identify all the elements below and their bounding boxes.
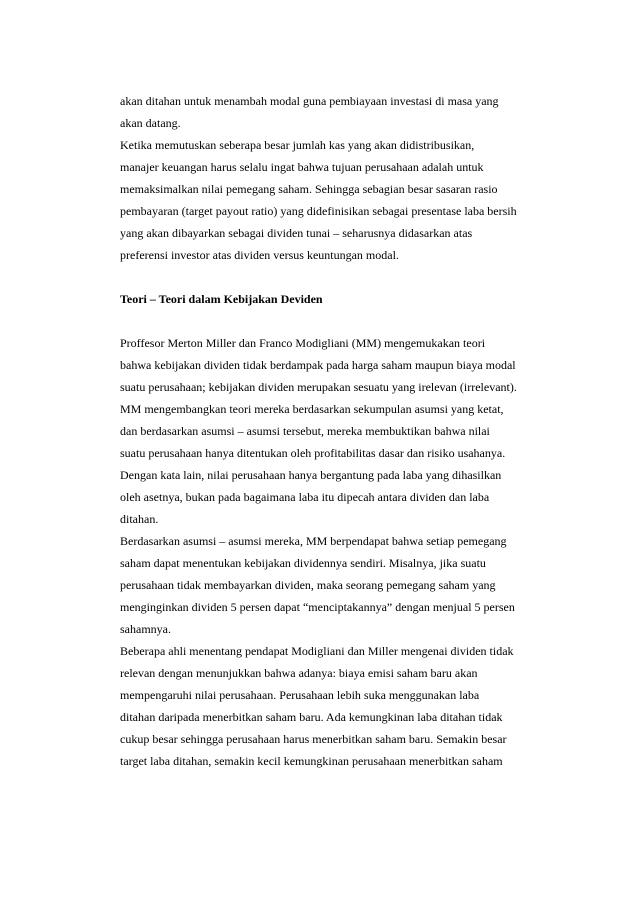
paragraph-line: manajer keuangan harus selalu ingat bahwa tujuan perusahaan adalah untuk xyxy=(120,160,484,174)
paragraph-line: yang akan dibayarkan sebagai dividen tunai – seharusnya didasarkan atas xyxy=(120,226,473,240)
paragraph-line: pembayaran (target payout ratio) yang didefinisikan sebagai presentase laba bersih xyxy=(120,204,517,218)
paragraph-line: perusahaan tidak membayarkan dividen, maka seorang pemegang saham yang xyxy=(120,578,496,592)
paragraph-line: sahamnya. xyxy=(120,622,171,636)
section-heading: Teori – Teori dalam Kebijakan Deviden xyxy=(120,292,323,306)
paragraph-line: memaksimalkan nilai pemegang saham. Sehingga sebagian besar sasaran rasio xyxy=(120,182,498,196)
paragraph-line: MM mengembangkan teori mereka berdasarkan sekumpulan asumsi yang ketat, xyxy=(120,402,504,416)
paragraph-line: mempengaruhi nilai perusahaan. Perusahaan lebih suka menggunakan laba xyxy=(120,688,480,702)
paragraph-line: relevan dengan menunjukkan bahwa adanya: biaya emisi saham baru akan xyxy=(120,666,478,680)
paragraph-line: ditahan daripada menerbitkan saham baru. Ada kemungkinan laba ditahan tidak xyxy=(120,710,503,724)
paragraph-line: Beberapa ahli menentang pendapat Modigliani dan Miller mengenai dividen tidak xyxy=(120,644,514,658)
paragraph-line: Proffesor Merton Miller dan Franco Modigliani (MM) mengemukakan teori xyxy=(120,336,486,350)
paragraph-line: bahwa kebijakan dividen tidak berdampak pada harga saham maupun biaya modal xyxy=(120,358,516,372)
paragraph-line: cukup besar sehingga perusahaan harus menerbitkan saham baru. Semakin besar xyxy=(120,732,507,746)
paragraph-line: suatu perusahaan hanya ditentukan oleh profitabilitas dasar dan risiko usahanya. xyxy=(120,446,506,460)
paragraph-line: akan ditahan untuk menambah modal guna pembiayaan investasi di masa yang xyxy=(120,94,499,108)
paragraph-line: menginginkan dividen 5 persen dapat “menciptakannya” dengan menjual 5 persen xyxy=(120,600,515,614)
paragraph-line: Ketika memutuskan seberapa besar jumlah kas yang akan didistribusikan, xyxy=(120,138,475,152)
paragraph-line: saham dapat menentukan kebijakan dividennya sendiri. Misalnya, jika suatu xyxy=(120,556,486,570)
paragraph-line: oleh asetnya, bukan pada bagaimana laba itu dipecah antara dividen dan laba xyxy=(120,490,490,504)
paragraph-line: preferensi investor atas dividen versus keuntungan modal. xyxy=(120,248,399,262)
paragraph-line: target laba ditahan, semakin kecil kemungkinan perusahaan menerbitkan saham xyxy=(120,754,503,768)
paragraph-line: akan datang. xyxy=(120,116,181,130)
paragraph-line: Berdasarkan asumsi – asumsi mereka, MM berpendapat bahwa setiap pemegang xyxy=(120,534,507,548)
paragraph-line: dan berdasarkan asumsi – asumsi tersebut, mereka membuktikan bahwa nilai xyxy=(120,424,490,438)
paragraph-line: ditahan. xyxy=(120,512,159,526)
paragraph-line: Dengan kata lain, nilai perusahaan hanya bergantung pada laba yang dihasilkan xyxy=(120,468,502,482)
paragraph-line: suatu perusahaan; kebijakan dividen merupakan sesuatu yang irelevan (irrelevant). xyxy=(120,380,517,394)
